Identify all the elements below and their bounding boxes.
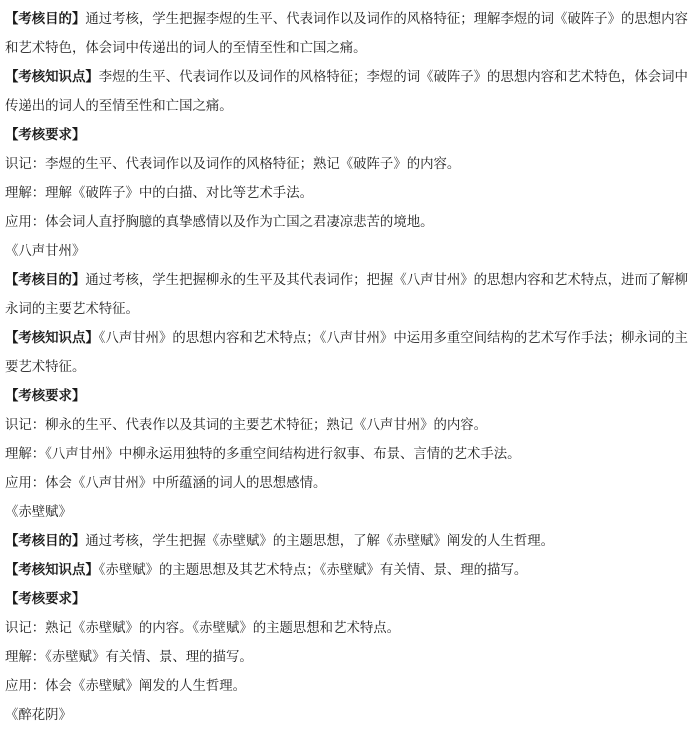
paragraph-label: 【考核要求】	[5, 389, 86, 404]
paragraph-requirements	[5, 382, 689, 411]
section-title: 《八声甘州》	[5, 244, 86, 259]
paragraph-text: 通过考核，学生把握《赤壁赋》的主题思想，了解《赤壁赋》阐发的人生哲理。	[85, 534, 555, 549]
paragraph-text: 理解：《赤壁赋》有关情、景、理的描写。	[5, 650, 253, 665]
paragraph-text: 识记：柳永的生平、代表作以及其词的主要艺术特征；熟记《八声甘州》的内容。	[5, 418, 488, 433]
section-title: 《赤壁赋》	[5, 505, 72, 520]
document-body	[5, 5, 689, 730]
paragraph-exam-purpose	[5, 527, 689, 556]
paragraph-label: 【考核目的】	[5, 12, 86, 27]
section-chi-bi-fu	[5, 498, 689, 701]
paragraph-label: 【考核目的】	[5, 534, 86, 549]
paragraph-label: 【考核要求】	[5, 128, 86, 143]
section-zui-hua-yin	[5, 701, 689, 730]
paragraph-understand	[5, 179, 689, 208]
paragraph-requirements	[5, 121, 689, 150]
paragraph-knowledge-points	[5, 324, 689, 382]
paragraph-exam-purpose	[5, 5, 689, 63]
section-po-zhen-zi	[5, 5, 689, 237]
paragraph-label: 【考核目的】	[5, 273, 86, 288]
paragraph-label: 【考核知识点】	[5, 563, 99, 578]
paragraph-understand	[5, 440, 689, 469]
paragraph-understand	[5, 643, 689, 672]
section-title: 《醉花阴》	[5, 708, 72, 723]
paragraph-memorize	[5, 614, 689, 643]
paragraph-text: 通过考核，学生把握李煜的生平、代表词作以及词作的风格特征；理解李煜的词《破阵子》的思想内容和艺术特色，体会词中传递出的词人的至情至性和亡国之痛。	[5, 12, 688, 56]
paragraph-text: 通过考核，学生把握柳永的生平及其代表词作；把握《八声甘州》的思想内容和艺术特点，进而了解柳永词的主要艺术特征。	[5, 273, 688, 317]
paragraph-apply	[5, 672, 689, 701]
paragraph-text: 《赤壁赋》的主题思想及其艺术特点；《赤壁赋》有关情、景、理的描写。	[98, 563, 528, 578]
paragraph-apply	[5, 469, 689, 498]
paragraph-text: 理解：《八声甘州》中柳永运用独特的多重空间结构进行叙事、布景、言情的艺术手法。	[5, 447, 521, 462]
paragraph-label: 【考核知识点】	[5, 70, 99, 85]
paragraph-text: 理解：理解《破阵子》中的白描、对比等艺术手法。	[5, 186, 313, 201]
paragraph-text: 应用：体会《八声甘州》中所蕴涵的词人的思想感情。	[5, 476, 327, 491]
section-ba-sheng-gan-zhou	[5, 237, 689, 498]
paragraph-knowledge-points	[5, 556, 689, 585]
paragraph-exam-purpose	[5, 266, 689, 324]
paragraph-text: 识记：李煜的生平、代表词作以及词作的风格特征；熟记《破阵子》的内容。	[5, 157, 461, 172]
paragraph-memorize	[5, 411, 689, 440]
paragraph-text: 应用：体会《赤壁赋》阐发的人生哲理。	[5, 679, 247, 694]
paragraph-label: 【考核要求】	[5, 592, 86, 607]
paragraph-apply	[5, 208, 689, 237]
paragraph-requirements	[5, 585, 689, 614]
paragraph-text: 识记：熟记《赤壁赋》的内容。《赤壁赋》的主题思想和艺术特点。	[5, 621, 401, 636]
paragraph-label: 【考核知识点】	[5, 331, 99, 346]
paragraph-text: 《八声甘州》的思想内容和艺术特点；《八声甘州》中运用多重空间结构的艺术写作手法；柳永词的主要艺术特征。	[5, 331, 688, 375]
paragraph-memorize	[5, 150, 689, 179]
paragraph-text: 李煜的生平、代表词作以及词作的风格特征；李煜的词《破阵子》的思想内容和艺术特色，体会词中传递出的词人的至情至性和亡国之痛。	[5, 70, 688, 114]
paragraph-knowledge-points	[5, 63, 689, 121]
paragraph-text: 应用：体会词人直抒胸臆的真挚感情以及作为亡国之君凄凉悲苦的境地。	[5, 215, 434, 230]
